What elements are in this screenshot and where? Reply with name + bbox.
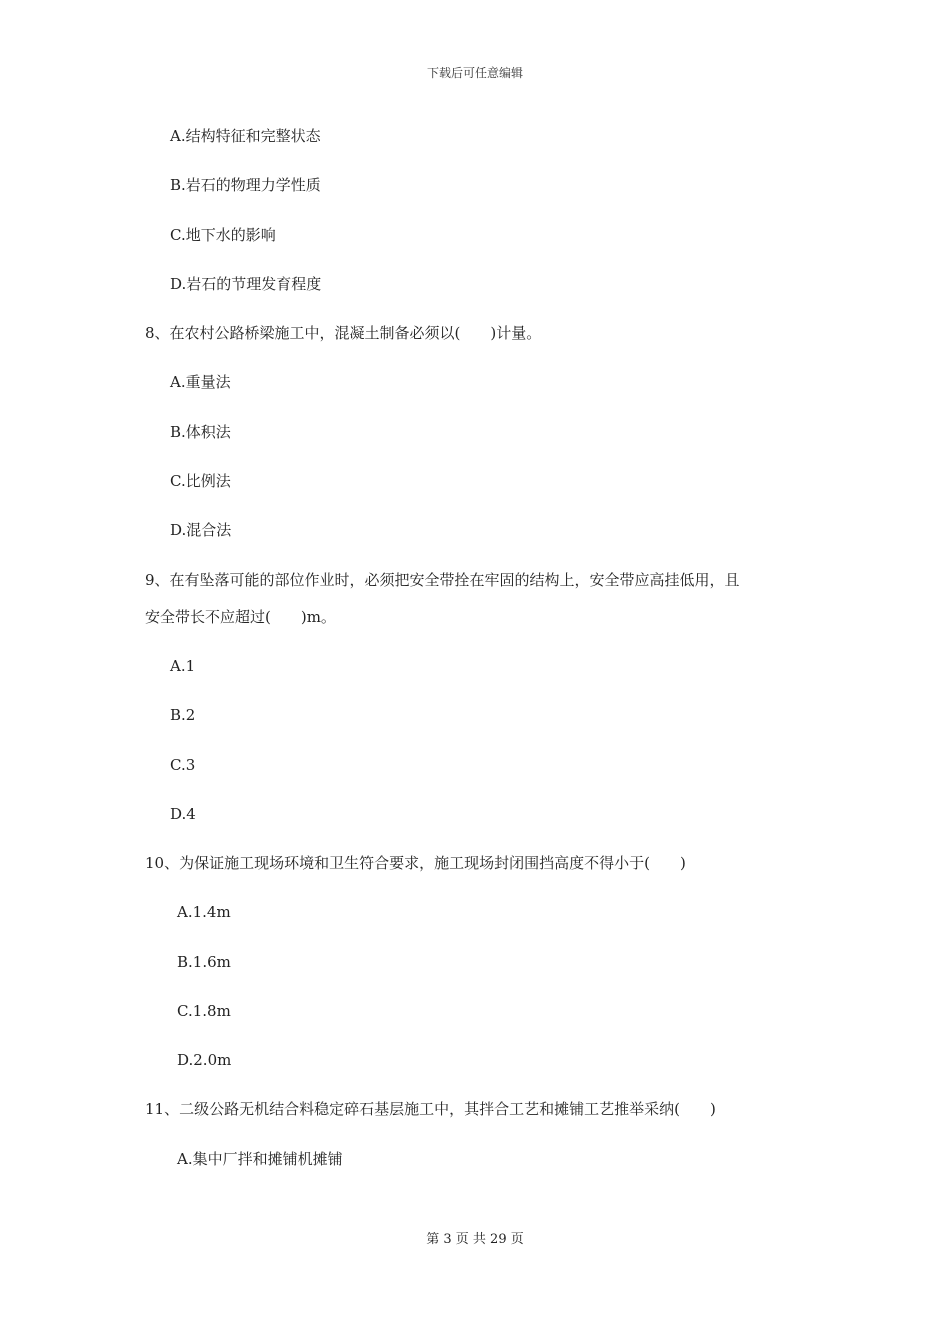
q11-stem: 11、二级公路无机结合料稳定碎石基层施工中，其拌合工艺和摊铺工艺推举采纳( ) xyxy=(145,1100,716,1118)
q10-option-a: A.1.4m xyxy=(177,903,231,921)
q8-option-b: B.体积法 xyxy=(170,423,231,441)
q9-option-b: B.2 xyxy=(170,706,196,724)
q7-option-a: A.结构特征和完整状态 xyxy=(170,127,321,145)
q9-option-a: A.1 xyxy=(170,657,196,675)
q8-option-c: C.比例法 xyxy=(170,472,231,490)
q11-option-a: A.集中厂拌和摊铺机摊铺 xyxy=(177,1150,343,1168)
q8-option-a: A.重量法 xyxy=(170,373,231,391)
q8-option-d: D.混合法 xyxy=(170,521,232,539)
page-header: 下载后可任意编辑 xyxy=(426,66,523,80)
q9-stem-line2: 安全带长不应超过( )m。 xyxy=(145,608,336,626)
q9-option-c: C.3 xyxy=(170,756,196,774)
q10-stem: 10、为保证施工现场环境和卫生符合要求，施工现场封闭围挡高度不得小于( ) xyxy=(145,854,686,872)
page-footer: 第 3 页 共 29 页 xyxy=(426,1232,524,1247)
q10-option-d: D.2.0m xyxy=(177,1051,232,1069)
q7-option-c: C.地下水的影响 xyxy=(170,226,276,244)
q8-stem: 8、在农村公路桥梁施工中，混凝土制备必须以( )计量。 xyxy=(145,324,542,342)
q7-option-b: B.岩石的物理力学性质 xyxy=(170,176,321,194)
q7-option-d: D.岩石的节理发育程度 xyxy=(170,275,322,293)
q10-option-c: C.1.8m xyxy=(177,1002,231,1020)
q9-stem-line1: 9、在有坠落可能的部位作业时，必须把安全带拴在牢固的结构上，安全带应高挂低用，且 xyxy=(145,571,740,589)
q10-option-b: B.1.6m xyxy=(177,953,231,971)
q9-option-d: D.4 xyxy=(170,805,196,823)
